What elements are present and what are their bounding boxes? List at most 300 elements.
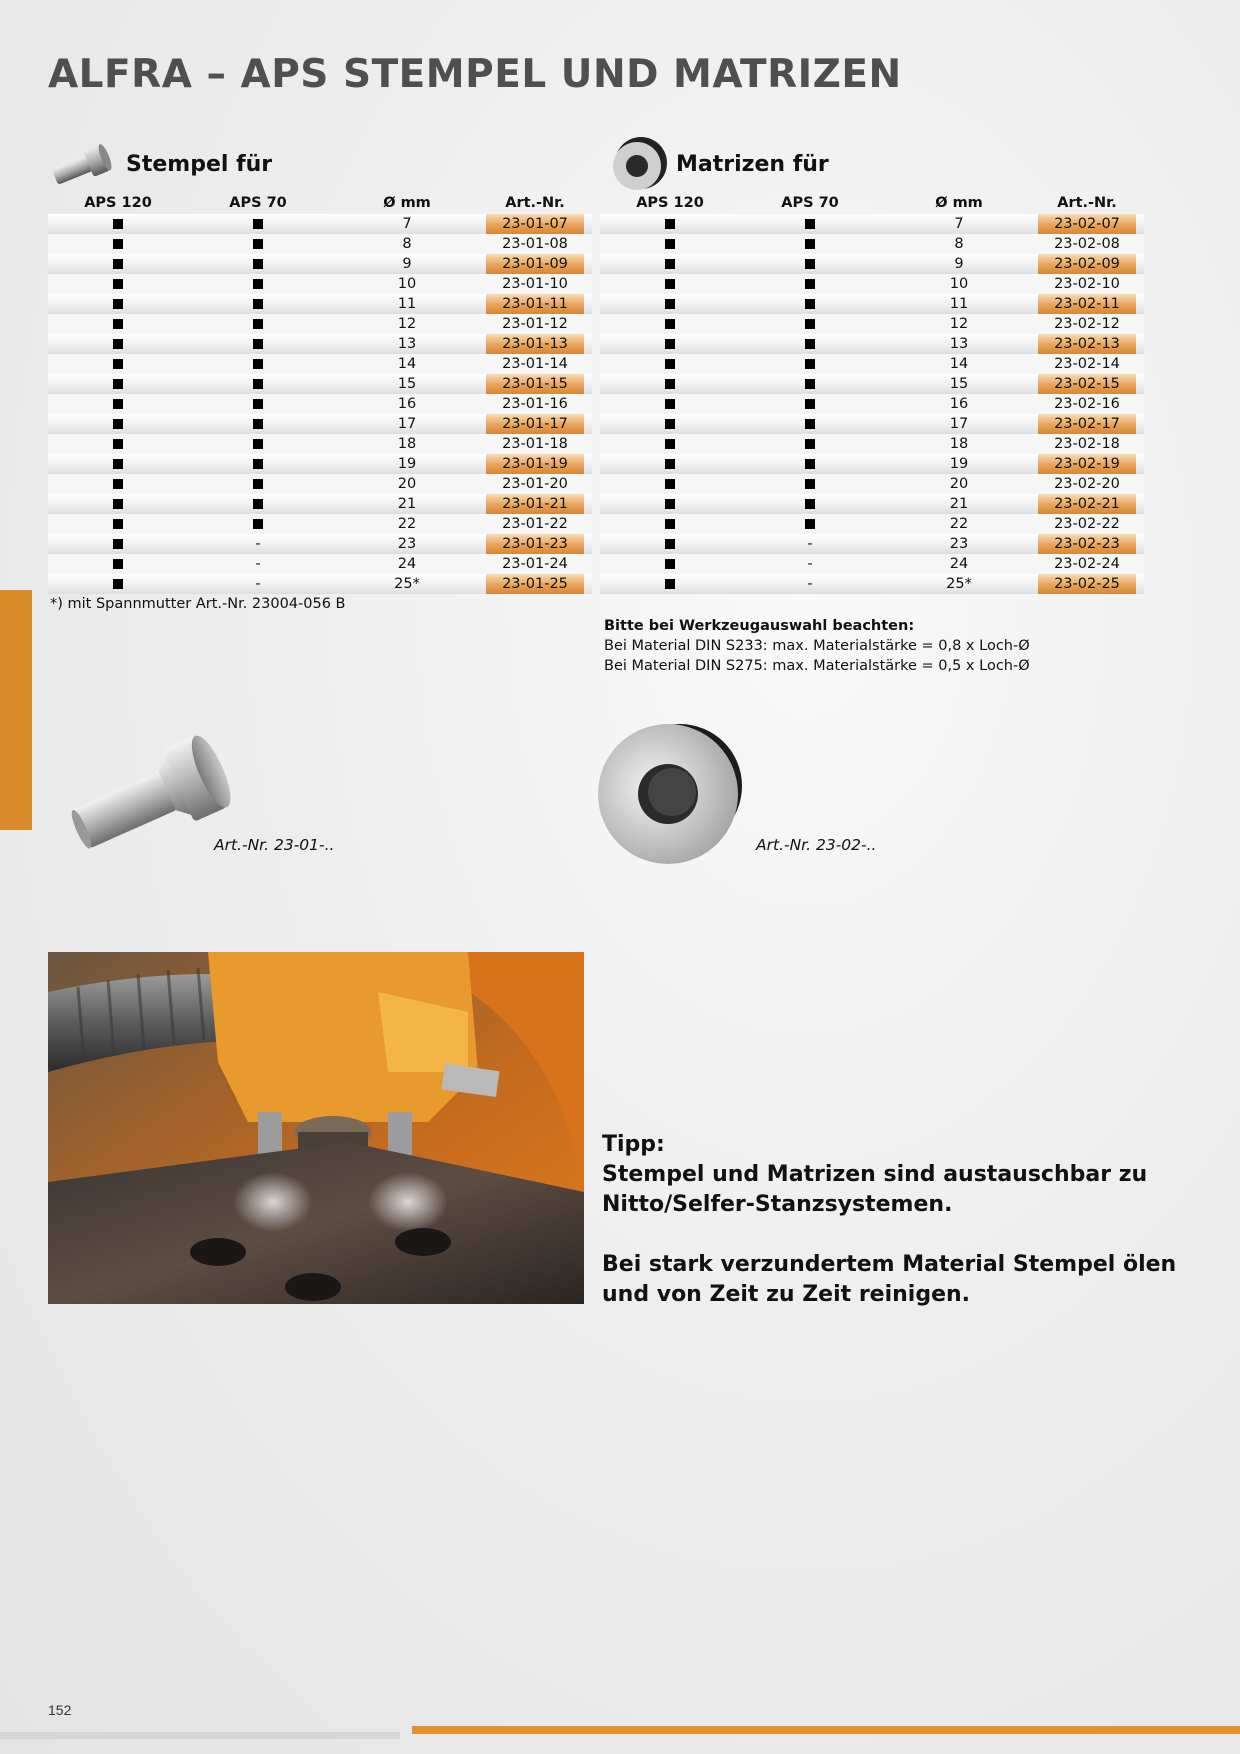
table-row <box>600 314 1144 334</box>
filled-square-marker <box>113 519 123 529</box>
aps70-cell <box>740 554 880 574</box>
table-row <box>600 274 1144 294</box>
diameter-cell <box>880 434 1038 454</box>
stempel-section-header <box>48 134 272 194</box>
cell-text: - <box>807 556 813 572</box>
art-nr-cell <box>486 434 584 454</box>
filled-square-marker <box>113 439 123 449</box>
cell-text: 23-02-13 <box>1054 336 1120 352</box>
filled-square-marker <box>805 519 815 529</box>
table-row <box>600 574 1144 594</box>
cell-text: 23 <box>949 536 969 552</box>
header-diameter: Ø mm <box>935 195 983 211</box>
filled-square-marker <box>253 239 263 249</box>
filled-square-marker <box>665 499 675 509</box>
diameter-cell <box>880 254 1038 274</box>
table-row <box>600 354 1144 374</box>
filled-square-marker <box>665 319 675 329</box>
cell-text: 23-01-12 <box>502 316 568 332</box>
diameter-cell <box>880 214 1038 234</box>
cell-text: 23-01-08 <box>502 236 568 252</box>
filled-square-marker <box>113 219 123 229</box>
cell-text: 23-01-16 <box>502 396 568 412</box>
filled-square-marker <box>253 359 263 369</box>
cell-text: 23-02-24 <box>1054 556 1120 572</box>
cell-text: 21 <box>949 496 969 512</box>
aps70-cell <box>740 414 880 434</box>
filled-square-marker <box>805 379 815 389</box>
art-nr-cell <box>1038 334 1136 354</box>
aps120-cell <box>600 294 740 314</box>
cell-text: 15 <box>949 376 969 392</box>
aps70-cell <box>740 394 880 414</box>
table-row <box>48 354 592 374</box>
cell-text: 11 <box>949 296 969 312</box>
table-row <box>48 454 592 474</box>
aps70-cell <box>740 514 880 534</box>
aps70-cell <box>740 254 880 274</box>
filled-square-marker <box>113 359 123 369</box>
art-nr-cell <box>486 314 584 334</box>
header-aps120: APS 120 <box>84 195 152 211</box>
filled-square-marker <box>253 379 263 389</box>
footnote: *) mit Spannmutter Art.-Nr. 23004-056 B <box>50 596 346 612</box>
aps70-cell <box>188 394 328 414</box>
aps120-cell <box>600 474 740 494</box>
filled-square-marker <box>665 219 675 229</box>
aps70-cell <box>188 434 328 454</box>
header-art-nr: Art.-Nr. <box>1057 195 1117 211</box>
aps120-cell <box>48 254 188 274</box>
punch-product-image <box>58 722 238 862</box>
aps120-cell <box>48 354 188 374</box>
table-row <box>48 514 592 534</box>
filled-square-marker <box>665 279 675 289</box>
cell-text: 23-01-20 <box>502 476 568 492</box>
material-note <box>604 616 1030 676</box>
aps120-cell <box>48 214 188 234</box>
table-row <box>600 534 1144 554</box>
die-product-image <box>596 716 746 866</box>
diameter-cell <box>880 274 1038 294</box>
art-nr-cell <box>1038 314 1136 334</box>
filled-square-marker <box>253 399 263 409</box>
punching-machine-photo <box>48 952 584 1304</box>
table-row <box>48 234 592 254</box>
art-nr-cell <box>1038 374 1136 394</box>
cell-text: 23-01-10 <box>502 276 568 292</box>
cell-text: 23-02-12 <box>1054 316 1120 332</box>
table-row <box>48 334 592 354</box>
aps70-cell <box>740 574 880 594</box>
art-nr-cell <box>1038 234 1136 254</box>
filled-square-marker <box>113 459 123 469</box>
filled-square-marker <box>253 459 263 469</box>
cell-text: 22 <box>949 516 969 532</box>
cell-text: - <box>255 536 261 552</box>
cell-text: 18 <box>949 436 969 452</box>
cell-text: 23-02-14 <box>1054 356 1120 372</box>
aps70-cell <box>188 414 328 434</box>
note-line: Bei Material DIN S233: max. Materialstärke = 0,8 x Loch-Ø <box>604 638 1030 654</box>
footer-orange-bar <box>412 1726 1240 1734</box>
art-nr-cell <box>486 454 584 474</box>
aps120-cell <box>600 534 740 554</box>
aps70-cell <box>740 494 880 514</box>
filled-square-marker <box>253 419 263 429</box>
art-nr-cell <box>486 334 584 354</box>
diameter-cell <box>880 394 1038 414</box>
diameter-cell <box>328 374 486 394</box>
table-row <box>600 434 1144 454</box>
stempel-title: Stempel für <box>126 151 273 177</box>
filled-square-marker <box>805 439 815 449</box>
aps120-cell <box>48 554 188 574</box>
cell-text: 10 <box>397 276 417 292</box>
art-nr-cell <box>1038 534 1136 554</box>
filled-square-marker <box>805 319 815 329</box>
cell-text: 23-01-21 <box>502 496 568 512</box>
aps120-cell <box>48 234 188 254</box>
table-row <box>48 314 592 334</box>
table-row <box>48 434 592 454</box>
cell-text: 24 <box>397 556 417 572</box>
diameter-cell <box>328 574 486 594</box>
filled-square-marker <box>113 319 123 329</box>
die-ring-icon <box>610 135 668 193</box>
aps120-cell <box>600 254 740 274</box>
table-row <box>600 394 1144 414</box>
table-row <box>48 414 592 434</box>
diameter-cell <box>880 414 1038 434</box>
matrizen-table <box>600 192 1144 594</box>
header-aps70: APS 70 <box>229 195 287 211</box>
cell-text: 23 <box>397 536 417 552</box>
cell-text: 8 <box>954 236 964 252</box>
filled-square-marker <box>113 339 123 349</box>
filled-square-marker <box>805 479 815 489</box>
cell-text: 23-01-07 <box>502 216 568 232</box>
cell-text: 23-02-20 <box>1054 476 1120 492</box>
cell-text: 16 <box>949 396 969 412</box>
cell-text: 23-02-17 <box>1054 416 1120 432</box>
table-row <box>600 374 1144 394</box>
aps70-cell <box>740 234 880 254</box>
diameter-cell <box>880 294 1038 314</box>
header-diameter: Ø mm <box>383 195 431 211</box>
filled-square-marker <box>805 419 815 429</box>
filled-square-marker <box>805 459 815 469</box>
aps120-cell <box>600 234 740 254</box>
cell-text: - <box>807 536 813 552</box>
cell-text: 23-02-10 <box>1054 276 1120 292</box>
cell-text: 23-02-16 <box>1054 396 1120 412</box>
cell-text: 21 <box>397 496 417 512</box>
note-heading: Bitte bei Werkzeugauswahl beachten: <box>604 618 915 634</box>
aps120-cell <box>48 534 188 554</box>
aps120-cell <box>600 394 740 414</box>
aps70-cell <box>188 254 328 274</box>
cell-text: 23-02-25 <box>1054 576 1120 592</box>
diameter-cell <box>880 234 1038 254</box>
cell-text: 13 <box>949 336 969 352</box>
aps120-cell <box>600 414 740 434</box>
cell-text: 7 <box>954 216 964 232</box>
orange-side-tab <box>0 590 32 830</box>
aps120-cell <box>600 314 740 334</box>
art-nr-cell <box>486 294 584 314</box>
filled-square-marker <box>113 559 123 569</box>
diameter-cell <box>328 434 486 454</box>
cell-text: 16 <box>397 396 417 412</box>
art-nr-cell <box>1038 474 1136 494</box>
filled-square-marker <box>665 439 675 449</box>
table-row <box>48 394 592 414</box>
aps70-cell <box>188 334 328 354</box>
aps120-cell <box>48 294 188 314</box>
table-row <box>600 414 1144 434</box>
aps70-cell <box>188 474 328 494</box>
cell-text: 8 <box>402 236 412 252</box>
cell-text: 23-02-22 <box>1054 516 1120 532</box>
table-row <box>48 474 592 494</box>
cell-text: 23-02-07 <box>1054 216 1120 232</box>
aps120-cell <box>600 574 740 594</box>
filled-square-marker <box>665 259 675 269</box>
cell-text: 23-01-11 <box>502 296 568 312</box>
diameter-cell <box>880 354 1038 374</box>
matrizen-caption: Art.-Nr. 23-02-.. <box>756 836 877 854</box>
diameter-cell <box>328 214 486 234</box>
art-nr-cell <box>486 534 584 554</box>
cell-text: - <box>807 576 813 592</box>
aps70-cell <box>188 534 328 554</box>
cell-text: 18 <box>397 436 417 452</box>
art-nr-cell <box>486 214 584 234</box>
aps120-cell <box>48 454 188 474</box>
aps120-cell <box>48 434 188 454</box>
aps70-cell <box>740 454 880 474</box>
art-nr-cell <box>486 414 584 434</box>
filled-square-marker <box>805 259 815 269</box>
cell-text: 23-02-18 <box>1054 436 1120 452</box>
diameter-cell <box>328 394 486 414</box>
diameter-cell <box>328 454 486 474</box>
cell-text: 12 <box>397 316 417 332</box>
filled-square-marker <box>253 439 263 449</box>
filled-square-marker <box>113 579 123 589</box>
table-header-row <box>48 192 592 214</box>
table-row <box>600 514 1144 534</box>
aps120-cell <box>600 494 740 514</box>
diameter-cell <box>880 554 1038 574</box>
cell-text: 20 <box>949 476 969 492</box>
table-row <box>600 474 1144 494</box>
cell-text: 22 <box>397 516 417 532</box>
filled-square-marker <box>113 259 123 269</box>
art-nr-cell <box>1038 494 1136 514</box>
table-row <box>600 454 1144 474</box>
cell-text: 23-01-23 <box>502 536 568 552</box>
filled-square-marker <box>113 399 123 409</box>
footer-grey-bar <box>0 1732 400 1739</box>
aps70-cell <box>188 214 328 234</box>
cell-text: 11 <box>397 296 417 312</box>
filled-square-marker <box>805 499 815 509</box>
filled-square-marker <box>113 479 123 489</box>
cell-text: 25* <box>946 576 972 592</box>
aps120-cell <box>48 474 188 494</box>
tip-text: Bei stark verzundertem Material Stempel ölen und von Zeit zu Zeit reinigen. <box>602 1252 1177 1307</box>
art-nr-cell <box>486 474 584 494</box>
filled-square-marker <box>113 419 123 429</box>
art-nr-cell <box>486 274 584 294</box>
diameter-cell <box>328 354 486 374</box>
cell-text: 23-01-17 <box>502 416 568 432</box>
cell-text: 23-02-15 <box>1054 376 1120 392</box>
cell-text: 23-02-19 <box>1054 456 1120 472</box>
aps70-cell <box>740 474 880 494</box>
filled-square-marker <box>665 339 675 349</box>
table-row <box>600 294 1144 314</box>
table-row <box>48 274 592 294</box>
table-row <box>600 214 1144 234</box>
aps120-cell <box>600 274 740 294</box>
page-title: ALFRA – APS STEMPEL UND MATRIZEN <box>48 52 902 97</box>
table-row <box>600 494 1144 514</box>
art-nr-cell <box>1038 354 1136 374</box>
table-row <box>600 234 1144 254</box>
matrizen-section-header <box>610 134 829 194</box>
art-nr-cell <box>1038 574 1136 594</box>
filled-square-marker <box>113 279 123 289</box>
aps120-cell <box>600 354 740 374</box>
tip-text: Stempel und Matrizen sind austauschbar zu Nitto/Selfer-Stanzsystemen. <box>602 1162 1148 1217</box>
aps70-cell <box>740 434 880 454</box>
art-nr-cell <box>486 494 584 514</box>
table-row <box>48 294 592 314</box>
tip-box <box>602 1130 1202 1310</box>
table-row <box>48 214 592 234</box>
aps70-cell <box>188 374 328 394</box>
filled-square-marker <box>665 519 675 529</box>
diameter-cell <box>880 534 1038 554</box>
aps70-cell <box>740 294 880 314</box>
filled-square-marker <box>253 279 263 289</box>
diameter-cell <box>328 514 486 534</box>
filled-square-marker <box>665 559 675 569</box>
filled-square-marker <box>805 239 815 249</box>
stempel-caption: Art.-Nr. 23-01-.. <box>214 836 335 854</box>
filled-square-marker <box>665 359 675 369</box>
cell-text: 7 <box>402 216 412 232</box>
aps120-cell <box>48 414 188 434</box>
art-nr-cell <box>486 254 584 274</box>
diameter-cell <box>328 294 486 314</box>
cell-text: 17 <box>397 416 417 432</box>
cell-text: 23-01-15 <box>502 376 568 392</box>
aps70-cell <box>740 314 880 334</box>
aps70-cell <box>188 574 328 594</box>
diameter-cell <box>328 414 486 434</box>
aps120-cell <box>600 434 740 454</box>
cell-text: 12 <box>949 316 969 332</box>
filled-square-marker <box>113 379 123 389</box>
diameter-cell <box>880 454 1038 474</box>
diameter-cell <box>328 334 486 354</box>
aps70-cell <box>188 294 328 314</box>
art-nr-cell <box>486 514 584 534</box>
filled-square-marker <box>665 479 675 489</box>
filled-square-marker <box>665 419 675 429</box>
aps120-cell <box>48 394 188 414</box>
aps120-cell <box>48 334 188 354</box>
art-nr-cell <box>1038 274 1136 294</box>
cell-text: 9 <box>402 256 412 272</box>
filled-square-marker <box>253 479 263 489</box>
diameter-cell <box>880 494 1038 514</box>
art-nr-cell <box>1038 254 1136 274</box>
aps70-cell <box>740 334 880 354</box>
art-nr-cell <box>1038 554 1136 574</box>
cell-text: - <box>255 576 261 592</box>
table-row <box>48 534 592 554</box>
diameter-cell <box>880 374 1038 394</box>
cell-text: 23-02-08 <box>1054 236 1120 252</box>
diameter-cell <box>328 274 486 294</box>
aps70-cell <box>188 354 328 374</box>
filled-square-marker <box>253 519 263 529</box>
cell-text: 23-01-24 <box>502 556 568 572</box>
cell-text: 13 <box>397 336 417 352</box>
filled-square-marker <box>665 579 675 589</box>
cell-text: 23-02-09 <box>1054 256 1120 272</box>
aps70-cell <box>740 374 880 394</box>
aps70-cell <box>188 314 328 334</box>
aps120-cell <box>600 554 740 574</box>
cell-text: 23-01-18 <box>502 436 568 452</box>
diameter-cell <box>880 514 1038 534</box>
filled-square-marker <box>253 339 263 349</box>
art-nr-cell <box>1038 454 1136 474</box>
cell-text: 23-01-09 <box>502 256 568 272</box>
art-nr-cell <box>486 554 584 574</box>
filled-square-marker <box>665 299 675 309</box>
cell-text: 15 <box>397 376 417 392</box>
cell-text: 24 <box>949 556 969 572</box>
filled-square-marker <box>805 219 815 229</box>
aps70-cell <box>740 534 880 554</box>
cell-text: 25* <box>394 576 420 592</box>
diameter-cell <box>328 554 486 574</box>
art-nr-cell <box>1038 414 1136 434</box>
header-aps70: APS 70 <box>781 195 839 211</box>
art-nr-cell <box>1038 434 1136 454</box>
aps120-cell <box>48 274 188 294</box>
matrizen-title: Matrizen für <box>676 151 829 177</box>
note-line: Bei Material DIN S275: max. Materialstärke = 0,5 x Loch-Ø <box>604 658 1030 674</box>
art-nr-cell <box>1038 294 1136 314</box>
tip-heading: Tipp: <box>602 1132 665 1157</box>
aps70-cell <box>188 274 328 294</box>
filled-square-marker <box>253 319 263 329</box>
cell-text: 23-02-11 <box>1054 296 1120 312</box>
filled-square-marker <box>113 239 123 249</box>
aps120-cell <box>48 314 188 334</box>
cell-text: 17 <box>949 416 969 432</box>
page-number: 152 <box>48 1702 72 1718</box>
table-row <box>600 334 1144 354</box>
